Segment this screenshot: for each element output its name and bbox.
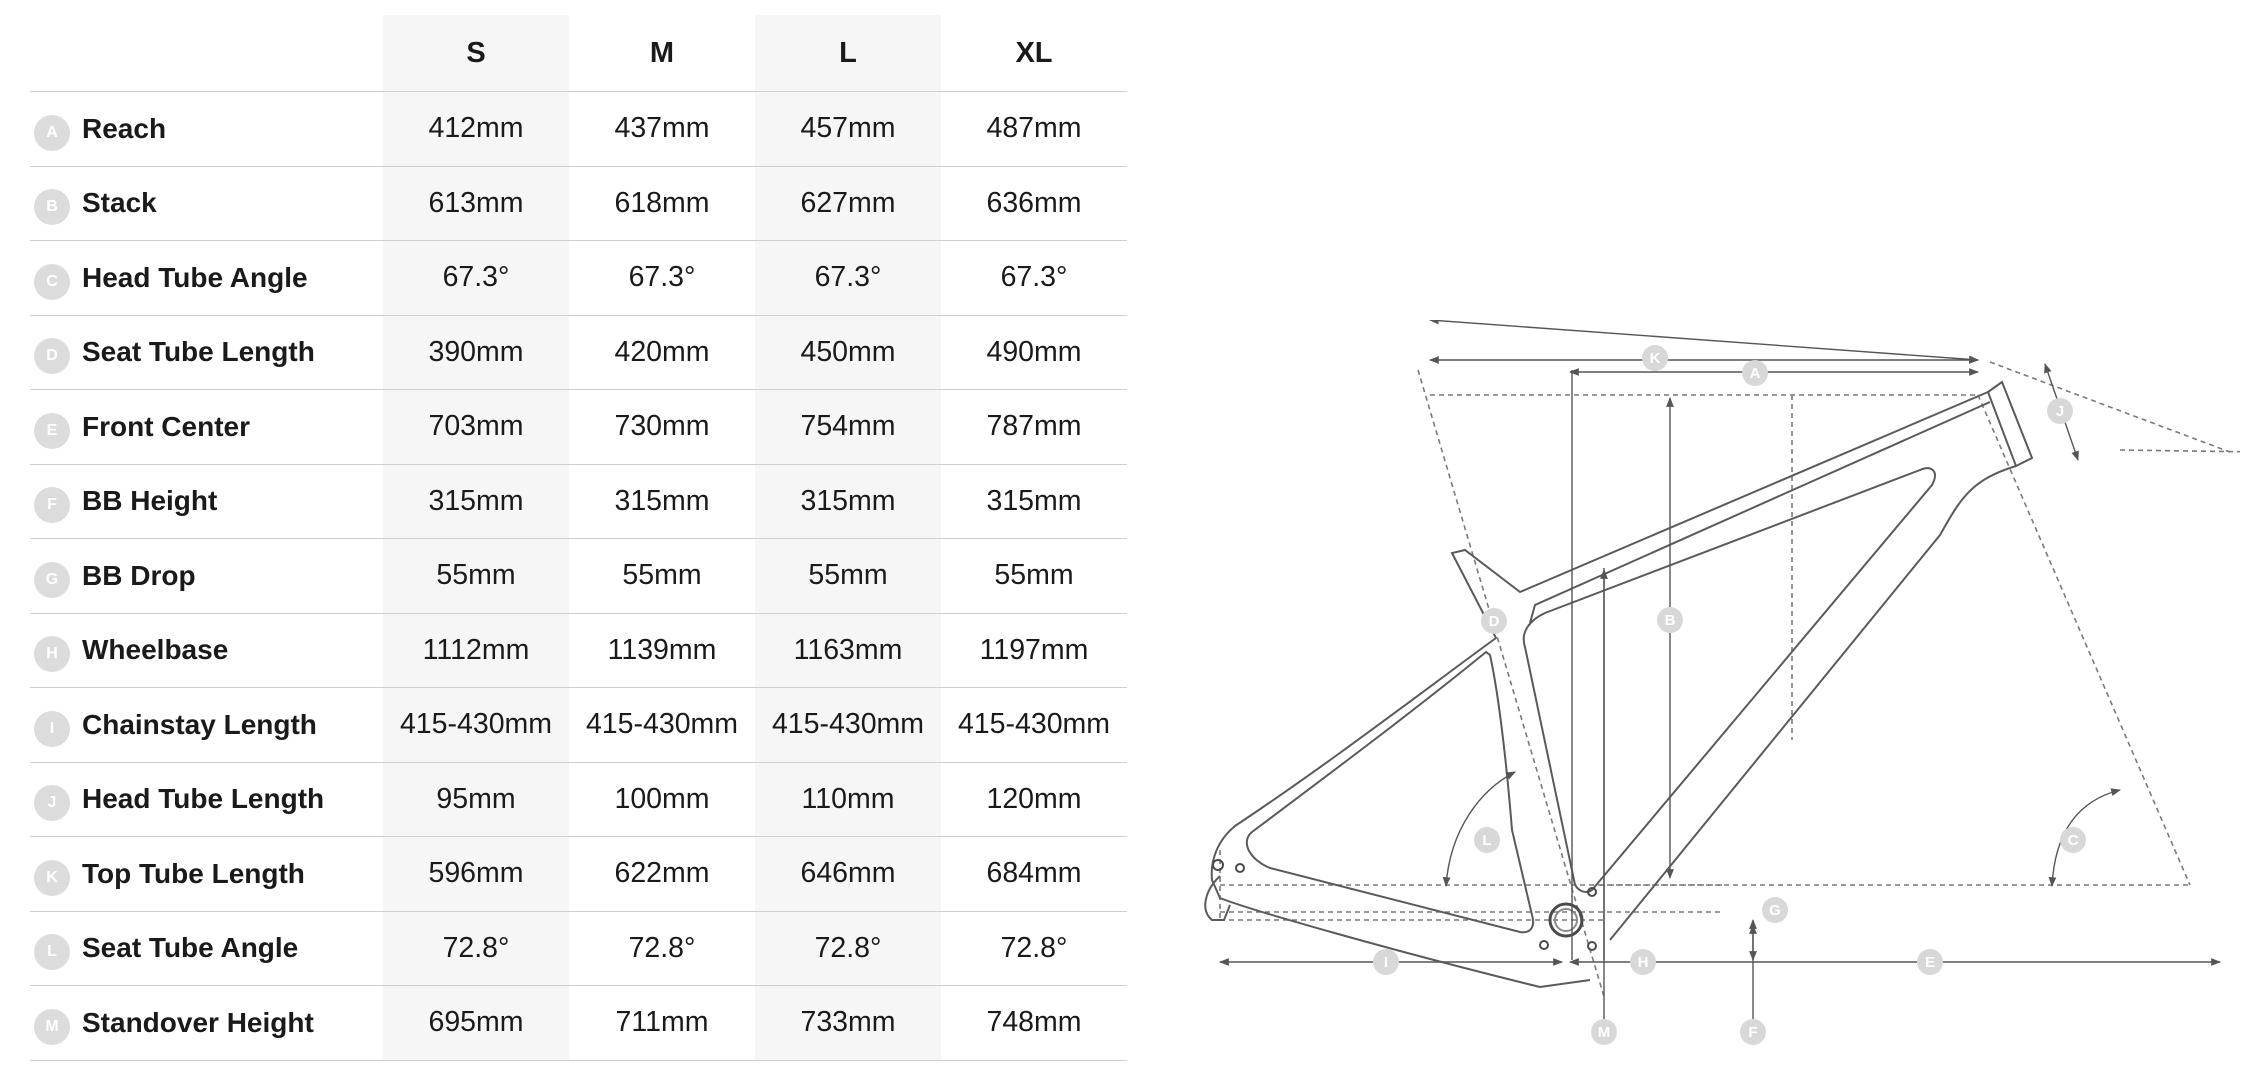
row-letter-badge: J — [34, 785, 70, 821]
frame-diagram-svg — [1190, 320, 2240, 1060]
value-cell-l: 646mm — [755, 837, 941, 912]
row-label-cell — [30, 539, 383, 614]
value-cell-s: 315mm — [383, 464, 569, 539]
value-cell-xl: 490mm — [941, 315, 1127, 390]
value-cell-l: 415-430mm — [755, 688, 941, 763]
row-letter-badge: D — [34, 338, 70, 374]
row-letter-badge: L — [34, 934, 70, 970]
table-row — [30, 166, 1127, 241]
badge-i — [1373, 949, 1399, 975]
table-row — [30, 464, 1127, 539]
svg-text:L: L — [1482, 832, 1492, 849]
table-row — [30, 390, 1127, 465]
value-cell-s: 55mm — [383, 539, 569, 614]
row-label-text: Head Tube Angle — [82, 261, 308, 293]
row-letter-badge: K — [34, 860, 70, 896]
svg-text:D: D — [1488, 613, 1500, 630]
badge-b — [1657, 607, 1683, 633]
value-cell-l: 1163mm — [755, 613, 941, 688]
value-cell-s: 390mm — [383, 315, 569, 390]
value-cell-m: 420mm — [569, 315, 755, 390]
badge-e — [1917, 949, 1943, 975]
value-cell-s: 72.8° — [383, 911, 569, 986]
value-cell-xl: 487mm — [941, 92, 1127, 167]
table-row — [30, 92, 1127, 167]
svg-text:K: K — [1649, 350, 1661, 367]
row-label-cell — [30, 837, 383, 912]
row-label-text: Seat Tube Length — [82, 336, 315, 368]
value-cell-l: 72.8° — [755, 911, 941, 986]
value-cell-s: 1112mm — [383, 613, 569, 688]
row-label-cell — [30, 92, 383, 167]
svg-text:C: C — [2067, 832, 2079, 849]
row-label-cell — [30, 315, 383, 390]
value-cell-xl: 120mm — [941, 762, 1127, 837]
frame-geometry-diagram — [1190, 320, 2240, 1060]
value-cell-m: 100mm — [569, 762, 755, 837]
svg-text:A: A — [1749, 365, 1761, 382]
size-header-row — [30, 15, 1127, 92]
badge-h — [1630, 949, 1656, 975]
row-label — [34, 707, 383, 743]
row-label-text: Top Tube Length — [82, 857, 305, 889]
size-header-l: L — [755, 15, 941, 92]
row-label — [34, 483, 383, 519]
svg-text:J: J — [2055, 403, 2065, 420]
row-letter-badge: I — [34, 711, 70, 747]
row-label-text: Wheelbase — [82, 634, 229, 666]
value-cell-l: 67.3° — [755, 241, 941, 316]
bottom-bracket — [1213, 860, 1596, 950]
value-cell-s: 95mm — [383, 762, 569, 837]
row-label — [34, 409, 383, 445]
value-cell-s: 596mm — [383, 837, 569, 912]
row-label-cell — [30, 762, 383, 837]
row-label — [34, 334, 383, 370]
badge-f — [1740, 1019, 1766, 1045]
reference-lines — [1220, 362, 2240, 1000]
badge-g — [1762, 897, 1788, 923]
badge-a — [1742, 360, 1768, 386]
value-cell-m: 437mm — [569, 92, 755, 167]
table-row — [30, 986, 1127, 1061]
row-label-text: Reach — [82, 112, 167, 144]
geometry-table — [30, 15, 1127, 1061]
corner-cell — [30, 15, 383, 92]
row-label — [34, 558, 383, 594]
geometry-rows — [30, 92, 1127, 1061]
value-cell-xl: 315mm — [941, 464, 1127, 539]
svg-text:M: M — [1597, 1024, 1611, 1041]
value-cell-l: 110mm — [755, 762, 941, 837]
value-cell-xl: 636mm — [941, 166, 1127, 241]
value-cell-m: 315mm — [569, 464, 755, 539]
value-cell-xl: 787mm — [941, 390, 1127, 465]
svg-text:I: I — [1383, 954, 1389, 971]
row-label-text: Head Tube Length — [82, 783, 325, 815]
value-cell-m: 1139mm — [569, 613, 755, 688]
value-cell-xl: 55mm — [941, 539, 1127, 614]
row-label — [34, 632, 383, 668]
value-cell-xl: 748mm — [941, 986, 1127, 1061]
badge-c — [2060, 827, 2086, 853]
svg-text:B: B — [1664, 612, 1676, 629]
value-cell-s: 67.3° — [383, 241, 569, 316]
row-label-cell — [30, 911, 383, 986]
value-cell-m: 730mm — [569, 390, 755, 465]
table-row — [30, 688, 1127, 763]
row-label-cell — [30, 464, 383, 539]
value-cell-m: 415-430mm — [569, 688, 755, 763]
table-row — [30, 911, 1127, 986]
table-row — [30, 315, 1127, 390]
value-cell-s: 695mm — [383, 986, 569, 1061]
row-letter-badge: B — [34, 189, 70, 225]
table-row — [30, 613, 1127, 688]
row-label — [34, 1005, 383, 1041]
badge-k — [1642, 345, 1668, 371]
value-cell-s: 703mm — [383, 390, 569, 465]
table-row — [30, 837, 1127, 912]
value-cell-xl: 684mm — [941, 837, 1127, 912]
row-label — [34, 781, 383, 817]
value-cell-xl: 67.3° — [941, 241, 1127, 316]
row-label — [34, 930, 383, 966]
row-label-cell — [30, 390, 383, 465]
value-cell-l: 55mm — [755, 539, 941, 614]
size-header-xl: XL — [941, 15, 1127, 92]
row-label-cell — [30, 613, 383, 688]
row-label-text: Front Center — [82, 410, 250, 442]
row-label-cell — [30, 688, 383, 763]
row-label — [34, 111, 383, 147]
value-cell-l: 733mm — [755, 986, 941, 1061]
dimension-lines — [1220, 320, 2220, 1030]
row-label — [34, 185, 383, 221]
value-cell-m: 55mm — [569, 539, 755, 614]
value-cell-xl: 415-430mm — [941, 688, 1127, 763]
value-cell-l: 315mm — [755, 464, 941, 539]
badge-l — [1474, 827, 1500, 853]
table-row — [30, 539, 1127, 614]
table-row — [30, 762, 1127, 837]
value-cell-xl: 1197mm — [941, 613, 1127, 688]
row-letter-badge: H — [34, 636, 70, 672]
svg-text:H: H — [1637, 954, 1649, 971]
value-cell-m: 67.3° — [569, 241, 755, 316]
row-label-text: BB Height — [82, 485, 218, 517]
badge-j — [2047, 398, 2073, 424]
svg-text:E: E — [1924, 954, 1936, 971]
value-cell-s: 412mm — [383, 92, 569, 167]
row-label — [34, 856, 383, 892]
svg-text:G: G — [1769, 902, 1781, 919]
size-header-s: S — [383, 15, 569, 92]
badge-m — [1591, 1019, 1617, 1045]
row-letter-badge: M — [34, 1009, 70, 1045]
row-letter-badge: F — [34, 487, 70, 523]
bike-frame — [1205, 382, 2032, 987]
value-cell-s: 613mm — [383, 166, 569, 241]
row-letter-badge: C — [34, 264, 70, 300]
row-label-text: BB Drop — [82, 559, 196, 591]
row-letter-badge: A — [34, 115, 70, 151]
row-label-cell — [30, 166, 383, 241]
size-header-m: M — [569, 15, 755, 92]
svg-text:F: F — [1748, 1024, 1758, 1041]
value-cell-m: 618mm — [569, 166, 755, 241]
row-label-cell — [30, 241, 383, 316]
row-label-text: Chainstay Length — [82, 708, 317, 740]
badge-d — [1481, 608, 1507, 634]
value-cell-l: 450mm — [755, 315, 941, 390]
row-label-text: Seat Tube Angle — [82, 932, 299, 964]
row-label-text: Standover Height — [82, 1006, 314, 1038]
value-cell-l: 457mm — [755, 92, 941, 167]
table-row — [30, 241, 1127, 316]
value-cell-m: 711mm — [569, 986, 755, 1061]
value-cell-l: 627mm — [755, 166, 941, 241]
row-label — [34, 260, 383, 296]
value-cell-s: 415-430mm — [383, 688, 569, 763]
row-label-cell — [30, 986, 383, 1061]
value-cell-m: 72.8° — [569, 911, 755, 986]
row-letter-badge: E — [34, 413, 70, 449]
row-label-text: Stack — [82, 187, 157, 219]
row-letter-badge: G — [34, 562, 70, 598]
value-cell-xl: 72.8° — [941, 911, 1127, 986]
value-cell-m: 622mm — [569, 837, 755, 912]
value-cell-l: 754mm — [755, 390, 941, 465]
